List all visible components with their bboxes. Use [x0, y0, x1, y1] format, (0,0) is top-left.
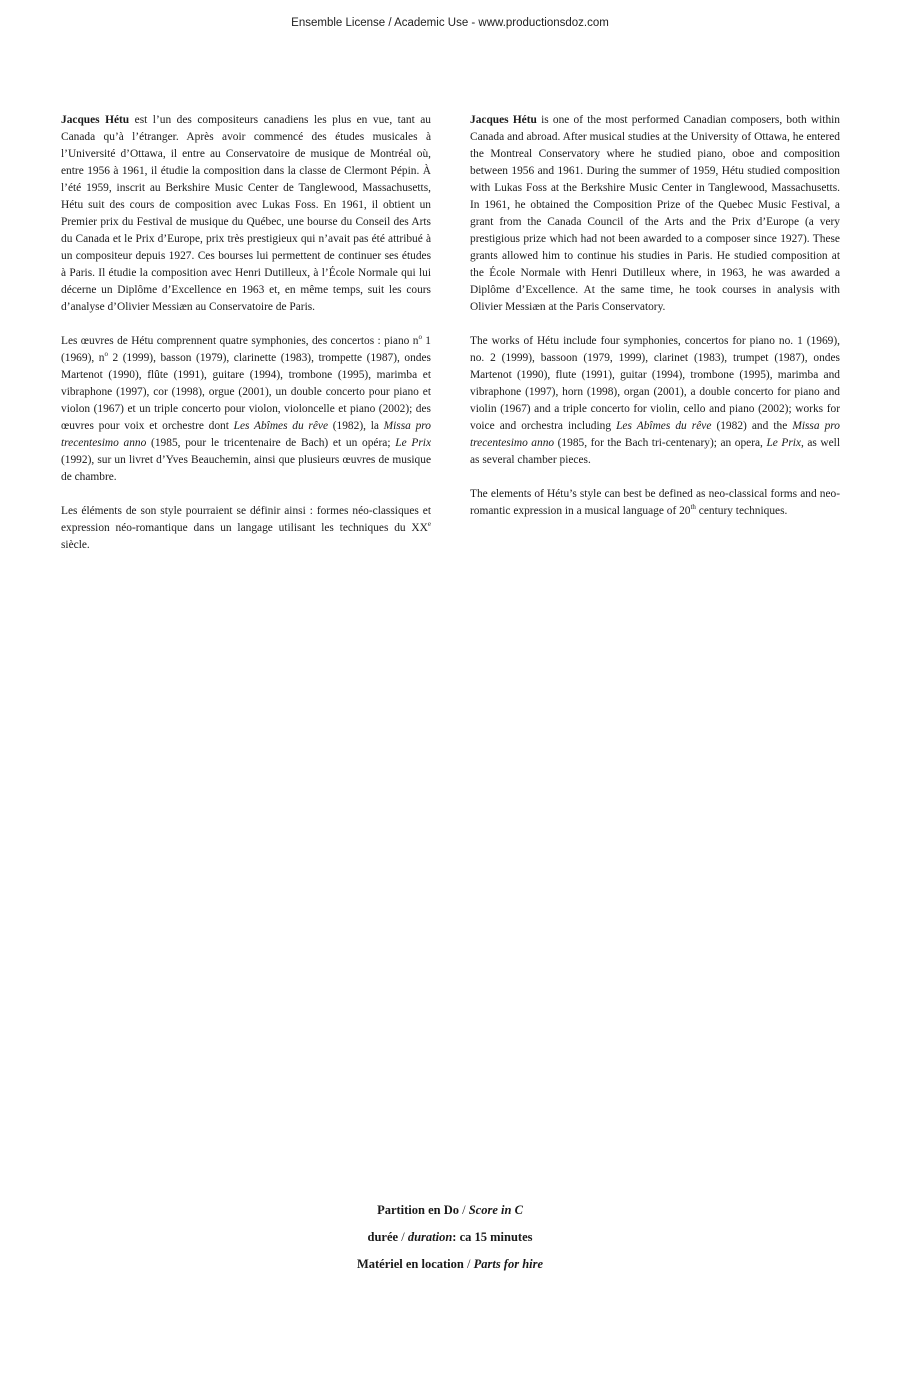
fr-works-text-c: 2 (1999), basson (1979), clarinette (1983), trompette (1987), ondes Martenot (1990), flûte (1991), guitare (1994), trombone (1995), marimba et vibraphone (1997), cor (1998), orgue (2001), un double concerto pour piano et violon (1967) et un triple concerto pour violon, violoncelle et piano (2002); des œuvres pour voix et orchestre dont — [61, 352, 431, 432]
score-key-fr: Partition en Do — [377, 1203, 459, 1217]
fr-composer-name: Jacques Hétu — [61, 114, 130, 126]
score-key-separator: / — [459, 1203, 469, 1217]
fr-work-title-le-prix: Le Prix — [395, 437, 431, 449]
fr-works-text-d: (1982), la — [328, 420, 384, 432]
en-works-text-d: as well as several chamber pieces. — [470, 437, 840, 466]
en-works-text-a: The works of Hétu include four symphonies, concertos for piano no. 1 (1969), no. 2 (1999), bassoon (1979, 1999), clarinet (1983), trumpet (1987), ondes Martenot (1990), flute (1991), guitar (1994), trombone (1995), marimba and vibraphone (1997), horn (1998), organ (2001), a double concerto for piano and violin (1967) and a triple concerto for violin, cello and piano (2002); works for voice and orchestra including — [470, 335, 840, 432]
score-key-line — [0, 1200, 900, 1227]
en-paragraph-1 — [470, 112, 840, 316]
fr-style-text-a: Les éléments de son style pourraient se définir ainsi : formes néo-classiques et expression néo-romantique dans un langage utilisant les techniques du XX — [61, 505, 431, 534]
fr-paragraph-1 — [61, 112, 431, 316]
parts-fr: Matériel en location — [356, 1257, 464, 1271]
duration-line — [0, 1227, 900, 1254]
fr-style-text-b: siècle. — [61, 539, 90, 551]
fr-sup-1: o — [418, 333, 422, 342]
en-style-text-b: century techniques. — [695, 505, 788, 517]
fr-sup-2: o — [104, 350, 108, 359]
fr-works-text-a: Les œuvres de Hétu comprennent quatre symphonies, des concertos : piano n — [61, 335, 419, 347]
duration-value: : ca 15 minutes — [452, 1230, 533, 1244]
fr-work-title-missa: Missa pro trecentesimo anno — [61, 420, 432, 449]
en-sup-century: th — [690, 503, 696, 512]
parts-separator: / — [463, 1257, 474, 1271]
duration-fr: durée — [367, 1230, 399, 1244]
duration-separator: / — [398, 1230, 408, 1244]
fr-work-title-abimes: Les Abîmes du rêve — [233, 420, 329, 432]
en-paragraph-2 — [470, 333, 840, 469]
score-key-en: Score in C — [468, 1203, 523, 1217]
en-composer-name: Jacques Hétu — [470, 114, 537, 126]
en-bio-text: is one of the most performed Canadian composers, both within Canada and abroad. After musical studies at the University of Ottawa, he entered the Montreal Conservatory where he studied piano, oboe and composition between 1956 and 1961. During the summer of 1959, Hétu studied composition with Lukas Foss at the Berkshire Music Center in Tanglewood, Massachusetts. In 1961, he obtained the Composition Prize of the Quebec Music Festival, a grant from the Canada Council of the Arts and the Prix d’Europe (a very prestigious prize which had not been awarded to a composer since 1927). These grants allowed him to continue his studies in Paris. He studied composition at the École Normale with Henri Dutilleux where, in 1963, he was awarded a Diplôme d’Excellence. At the same time, he took courses in analysis with Olivier Messiæn at the Paris Conservatory. — [470, 114, 840, 313]
fr-works-text-e: (1985, pour le tricentenaire de Bach) et un opéra; — [146, 437, 396, 449]
fr-works-text-f: (1992), sur un livret d’Yves Beauchemin, ainsi que plusieurs œuvres de musique de chambre. — [61, 454, 431, 483]
en-works-text-b: (1982) and the — [711, 420, 793, 432]
en-paragraph-3 — [470, 486, 840, 520]
license-header: Ensemble License / Academic Use - www.productionsdoz.com — [291, 17, 609, 29]
english-biography — [470, 112, 840, 537]
en-style-text-a: The elements of Hétu’s style can best be defined as neo-classical forms and neo-romantic expression in a musical language of 20 — [470, 488, 840, 517]
fr-sup-century: e — [427, 520, 431, 529]
fr-paragraph-2 — [61, 333, 431, 486]
parts-en: Parts for hire — [473, 1257, 544, 1271]
french-biography — [61, 112, 431, 571]
en-works-text-c: (1985, for the Bach tri-centenary); an opera, — [554, 437, 767, 449]
en-work-title-missa: Missa pro trecentesimo anno — [470, 420, 840, 449]
fr-bio-text: est l’un des compositeurs canadiens les plus en vue, tant au Canada qu’à l’étranger. Après avoir commencé des études musicales à l’Université d’Ottawa, il entre au Conservatoire de musique de Montréal où, entre 1956 à 1961, il étudie la composition dans la classe de Clermont Pépin. À l’été 1959, inscrit au Berkshire Music Center de Tanglewood, Massachusetts, Hétu suit des cours de composition avec Lukas Foss. En 1961, il obtient un Premier prix du Festival de musique du Québec, une bourse du Conseil des Arts du Canada et le Prix d’Europe, prix très prestigieux qui n’avait pas été attribué à un compositeur depuis 1927. Ces bourses lui permettent de continuer ses études à Paris. Il étudie la composition avec Henri Dutilleux, à l’École Normale qui lui décerne un Diplôme d’Excellence en 1963 et, en même temps, suit les cours d’analyse d’Olivier Messiæn au Conservatoire de Paris. — [61, 114, 431, 313]
en-work-title-le-prix: Le Prix, — [766, 437, 804, 449]
fr-paragraph-3 — [61, 503, 431, 554]
score-info — [0, 1200, 900, 1281]
en-work-title-abimes: Les Abîmes du rêve — [616, 420, 712, 432]
parts-line — [0, 1254, 900, 1281]
fr-works-text-b: 1 (1969), n — [61, 335, 431, 364]
duration-en: duration — [407, 1230, 453, 1244]
